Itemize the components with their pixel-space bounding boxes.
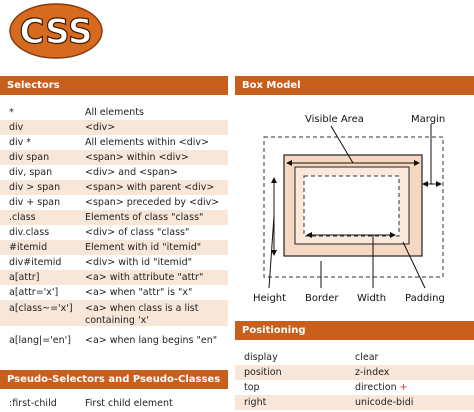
property-cell: top [244, 382, 260, 393]
selector-cell: div.class [9, 227, 50, 238]
pseudo-title: Pseudo-Selectors and Pseudo-Classes [7, 374, 221, 385]
table-row [0, 285, 228, 300]
description-cell: <div> [85, 122, 116, 133]
table-row [0, 135, 228, 150]
box-model-title: Box Model [242, 80, 301, 91]
description-cell: Element with id "itemid" [85, 242, 202, 253]
table-row [0, 396, 228, 411]
description-cell: First child element [85, 398, 173, 409]
table-row [0, 180, 228, 195]
height-label: Height [253, 293, 287, 304]
selector-cell: a[class~='x'] [9, 303, 73, 314]
logo-text: CSS [19, 12, 93, 52]
table-row [235, 350, 474, 365]
description-cell: <a> when lang begins "en" [85, 335, 218, 346]
selector-cell: div * [9, 137, 32, 148]
description-cell: <div> with id "itemid" [85, 257, 192, 268]
property-cell: right [244, 397, 267, 408]
description-cell: All elements [85, 107, 144, 118]
table-row [0, 150, 228, 165]
table-row [0, 240, 228, 255]
selector-cell: div#itemid [9, 257, 62, 268]
table-row [235, 395, 474, 410]
table-row [0, 270, 228, 285]
box-model-header [235, 76, 474, 95]
description-cell: All elements within <div> [85, 137, 209, 148]
css-logo [8, 2, 104, 60]
positioning-title: Positioning [242, 325, 306, 336]
table-row [0, 105, 228, 120]
description-cell: <div> and <span> [85, 167, 178, 178]
property-cell: position [244, 367, 282, 378]
padding-label: Padding [405, 293, 445, 304]
margin-label: Margin [411, 114, 446, 125]
selector-cell: * [9, 107, 14, 118]
selector-cell: div + span [9, 197, 61, 208]
table-row [0, 120, 228, 135]
table-row [0, 210, 228, 225]
selector-cell: div [9, 122, 24, 133]
box-model-diagram [235, 96, 474, 310]
selector-cell: a[lang|='en'] [9, 335, 71, 346]
property-cell: clear [355, 352, 379, 363]
property-cell: display [244, 352, 278, 363]
pseudo-header [0, 370, 228, 389]
content-box [304, 176, 399, 236]
table-row [235, 365, 474, 380]
selector-cell: :first-child [9, 398, 57, 409]
selector-cell: .class [9, 212, 36, 223]
table-row [0, 165, 228, 180]
selectors-title: Selectors [7, 80, 60, 91]
description-cell: <span> with parent <div> [85, 182, 215, 193]
selector-cell: a[attr='x'] [9, 287, 59, 298]
table-row [0, 255, 228, 270]
property-cell: direction + [355, 382, 408, 393]
selector-cell: #itemid [9, 242, 48, 253]
table-row [0, 300, 228, 326]
description-cell: Elements of class "class" [85, 212, 204, 223]
description-cell: <div> of class "class" [85, 227, 190, 238]
table-row [235, 380, 474, 395]
property-cell: unicode-bidi [355, 397, 414, 408]
description-cell: <a> when "attr" is "x" [85, 287, 193, 298]
positioning-header [235, 321, 474, 340]
selector-cell: div > span [9, 182, 61, 193]
property-cell: z-index [355, 367, 390, 378]
description-cell: <span> within <div> [85, 152, 189, 163]
description-cell: <span> preceded by <div> [85, 197, 220, 208]
visible-area-label: Visible Area [305, 114, 364, 125]
description-cell: <a> when class is a list containing 'x' [85, 303, 199, 326]
selector-cell: div, span [9, 167, 53, 178]
table-row [0, 333, 228, 348]
description-cell: <a> with attribute "attr" [85, 272, 204, 283]
border-label: Border [305, 293, 339, 304]
selectors-header [0, 76, 228, 95]
width-label: Width [357, 293, 387, 304]
selector-cell: a[attr] [9, 272, 40, 283]
table-row [0, 225, 228, 240]
selector-cell: div span [9, 152, 50, 163]
new-marker: + [399, 382, 408, 393]
table-row [0, 195, 228, 210]
